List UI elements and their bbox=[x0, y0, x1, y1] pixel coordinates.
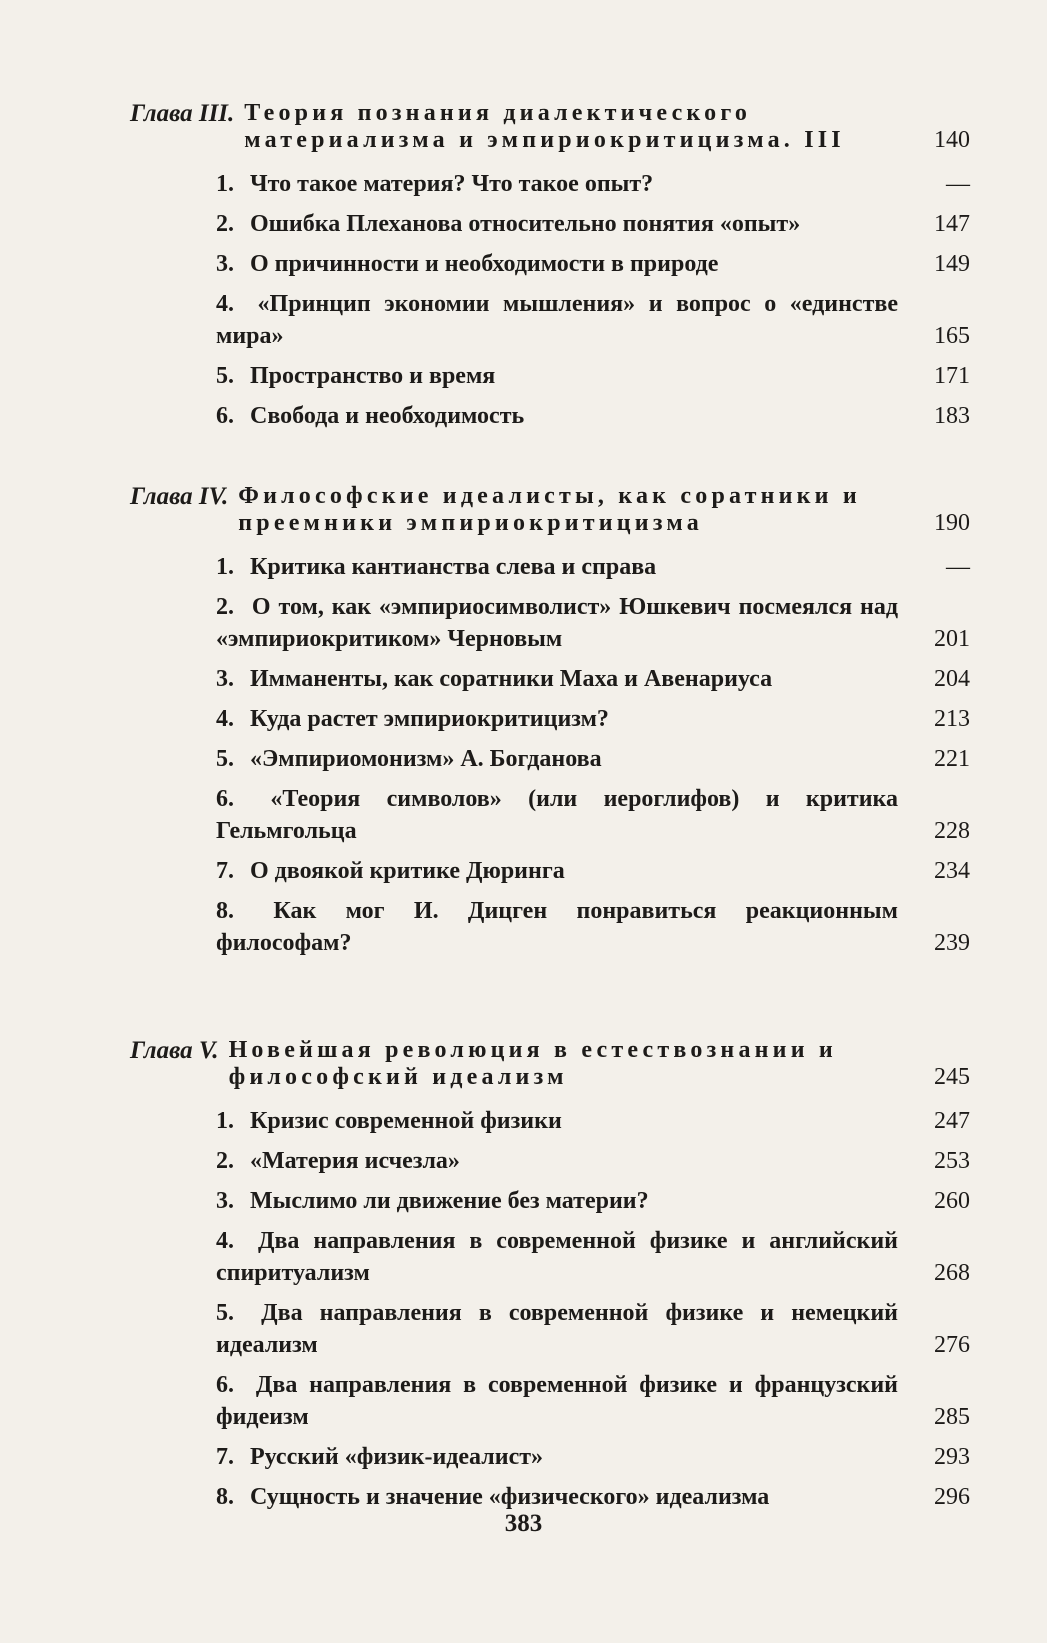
entry-title: Два направления в современной физике и немецкий идеализм bbox=[216, 1300, 899, 1358]
chapter-5 bbox=[130, 1037, 970, 1521]
entry-page-number: 234 bbox=[934, 858, 970, 884]
toc-entry bbox=[216, 1105, 970, 1137]
entry-number: 1. bbox=[216, 554, 234, 580]
toc-entry bbox=[216, 1297, 970, 1361]
toc-entry bbox=[216, 551, 970, 583]
entry-number: 8. bbox=[216, 898, 234, 924]
entry-title: «Теория символов» (или иероглифов) и критика Гельмгольца bbox=[216, 786, 898, 844]
entry-page-number: 293 bbox=[934, 1444, 970, 1470]
chapter-4 bbox=[130, 483, 970, 967]
entry-page-number: — bbox=[946, 171, 970, 197]
chapter-page-number: 245 bbox=[934, 1064, 970, 1090]
entry-page-number: 260 bbox=[934, 1188, 970, 1214]
toc-entry bbox=[216, 703, 970, 735]
entry-number: 5. bbox=[216, 1300, 234, 1326]
toc-entry bbox=[216, 1369, 970, 1433]
entry-page-number: 247 bbox=[934, 1108, 970, 1134]
entry-title: О причинности и необходимости в природе bbox=[250, 251, 719, 277]
toc-entry bbox=[216, 895, 970, 959]
toc-entry bbox=[216, 663, 970, 695]
toc-entry bbox=[216, 743, 970, 775]
toc-entry bbox=[216, 1185, 970, 1217]
entry-number: 2. bbox=[216, 1148, 234, 1174]
toc-entry bbox=[216, 1441, 970, 1473]
entry-page-number: 253 bbox=[934, 1148, 970, 1174]
entry-page-number: 239 bbox=[934, 930, 970, 956]
entry-page-number: 149 bbox=[934, 251, 970, 277]
toc-entry bbox=[216, 591, 970, 655]
entry-page-number: — bbox=[946, 554, 970, 580]
entry-number: 1. bbox=[216, 171, 234, 197]
entry-number: 6. bbox=[216, 786, 234, 812]
entry-title: Мыслимо ли движение без материи? bbox=[250, 1188, 649, 1214]
entry-page-number: 204 bbox=[934, 666, 970, 692]
chapter-heading bbox=[130, 1037, 970, 1091]
entry-title: Критика кантианства слева и справа bbox=[250, 554, 657, 580]
toc-entry bbox=[216, 1145, 970, 1177]
toc-entry bbox=[216, 783, 970, 847]
entry-number: 6. bbox=[216, 403, 234, 429]
entry-title: «Материя исчезла» bbox=[250, 1148, 460, 1174]
entry-title: Свобода и необходимость bbox=[250, 403, 525, 429]
chapter-heading bbox=[130, 100, 970, 154]
entry-number: 1. bbox=[216, 1108, 234, 1134]
toc-entry bbox=[216, 855, 970, 887]
entry-number: 5. bbox=[216, 746, 234, 772]
toc-entry bbox=[216, 400, 970, 432]
entry-page-number: 228 bbox=[934, 818, 970, 844]
entry-number: 4. bbox=[216, 1228, 234, 1254]
entry-number: 6. bbox=[216, 1372, 234, 1398]
entry-number: 4. bbox=[216, 706, 234, 732]
entry-title: Русский «физик-идеалист» bbox=[250, 1444, 544, 1470]
entry-title: «Принцип экономии мышления» и вопрос о «единстве мира» bbox=[216, 291, 898, 349]
entry-title: Пространство и время bbox=[250, 363, 496, 389]
entry-number: 3. bbox=[216, 1188, 234, 1214]
toc-entry bbox=[216, 248, 970, 280]
entry-number: 5. bbox=[216, 363, 234, 389]
entry-title: Сущность и значение «физического» идеализма bbox=[250, 1484, 770, 1510]
chapter-title: Новейшая революция в естествознании и философский идеализм bbox=[228, 1037, 837, 1090]
toc-entry bbox=[216, 1225, 970, 1289]
toc-entry bbox=[216, 208, 970, 240]
chapter-page-number: 190 bbox=[934, 510, 970, 536]
entry-page-number: 183 bbox=[934, 403, 970, 429]
entry-title: О том, как «эмпириосимволист» Юшкевич посмеялся над «эмпириокритиком» Черновым bbox=[216, 594, 899, 652]
entry-page-number: 165 bbox=[934, 323, 970, 349]
entry-title: «Эмпириомонизм» А. Богданова bbox=[250, 746, 602, 772]
chapter-heading bbox=[130, 483, 970, 537]
chapter-title: Теория познания диалектического материализма и эмпириокритицизма. III bbox=[244, 100, 845, 153]
chapter-label: Глава IV. bbox=[130, 483, 229, 510]
chapter-3 bbox=[130, 100, 970, 440]
chapter-page-number: 140 bbox=[934, 127, 970, 153]
entry-title: О двоякой критике Дюринга bbox=[250, 858, 565, 884]
entry-title: Куда растет эмпириокритицизм? bbox=[250, 706, 609, 732]
entry-number: 7. bbox=[216, 858, 234, 884]
toc-entry bbox=[216, 1481, 970, 1513]
entry-number: 8. bbox=[216, 1484, 234, 1510]
entry-page-number: 276 bbox=[934, 1332, 970, 1358]
entry-number: 4. bbox=[216, 291, 234, 317]
entry-number: 7. bbox=[216, 1444, 234, 1470]
chapter-label: Глава V. bbox=[130, 1037, 219, 1064]
entry-page-number: 147 bbox=[934, 211, 970, 237]
entry-page-number: 268 bbox=[934, 1260, 970, 1286]
toc-entry bbox=[216, 168, 970, 200]
entry-page-number: 285 bbox=[934, 1404, 970, 1430]
entry-title: Кризис современной физики bbox=[250, 1108, 562, 1134]
entry-number: 3. bbox=[216, 666, 234, 692]
entry-title: Имманенты, как соратники Маха и Авенариуса bbox=[250, 666, 773, 692]
entry-title: Как мог И. Дицген понравиться реакционным философам? bbox=[216, 898, 898, 956]
toc-entry bbox=[216, 360, 970, 392]
page-number: 383 bbox=[504, 1510, 543, 1537]
entry-title: Два направления в современной физике и английский спиритуализм bbox=[216, 1228, 899, 1286]
entry-page-number: 221 bbox=[934, 746, 970, 772]
entry-title: Два направления в современной физике и французский фидеизм bbox=[216, 1372, 899, 1430]
entry-number: 2. bbox=[216, 594, 234, 620]
entry-number: 3. bbox=[216, 251, 234, 277]
entry-title: Ошибка Плеханова относительно понятия «опыт» bbox=[250, 211, 801, 237]
chapter-title: Философские идеалисты, как соратники и преемники эмпириокритицизма bbox=[238, 483, 861, 536]
entry-number: 2. bbox=[216, 211, 234, 237]
entry-title: Что такое материя? Что такое опыт? bbox=[250, 171, 654, 197]
entry-page-number: 201 bbox=[934, 626, 970, 652]
entry-page-number: 296 bbox=[934, 1484, 970, 1510]
entry-page-number: 171 bbox=[934, 363, 970, 389]
entry-page-number: 213 bbox=[934, 706, 970, 732]
chapter-label: Глава III. bbox=[130, 100, 235, 127]
toc-entry bbox=[216, 288, 970, 352]
